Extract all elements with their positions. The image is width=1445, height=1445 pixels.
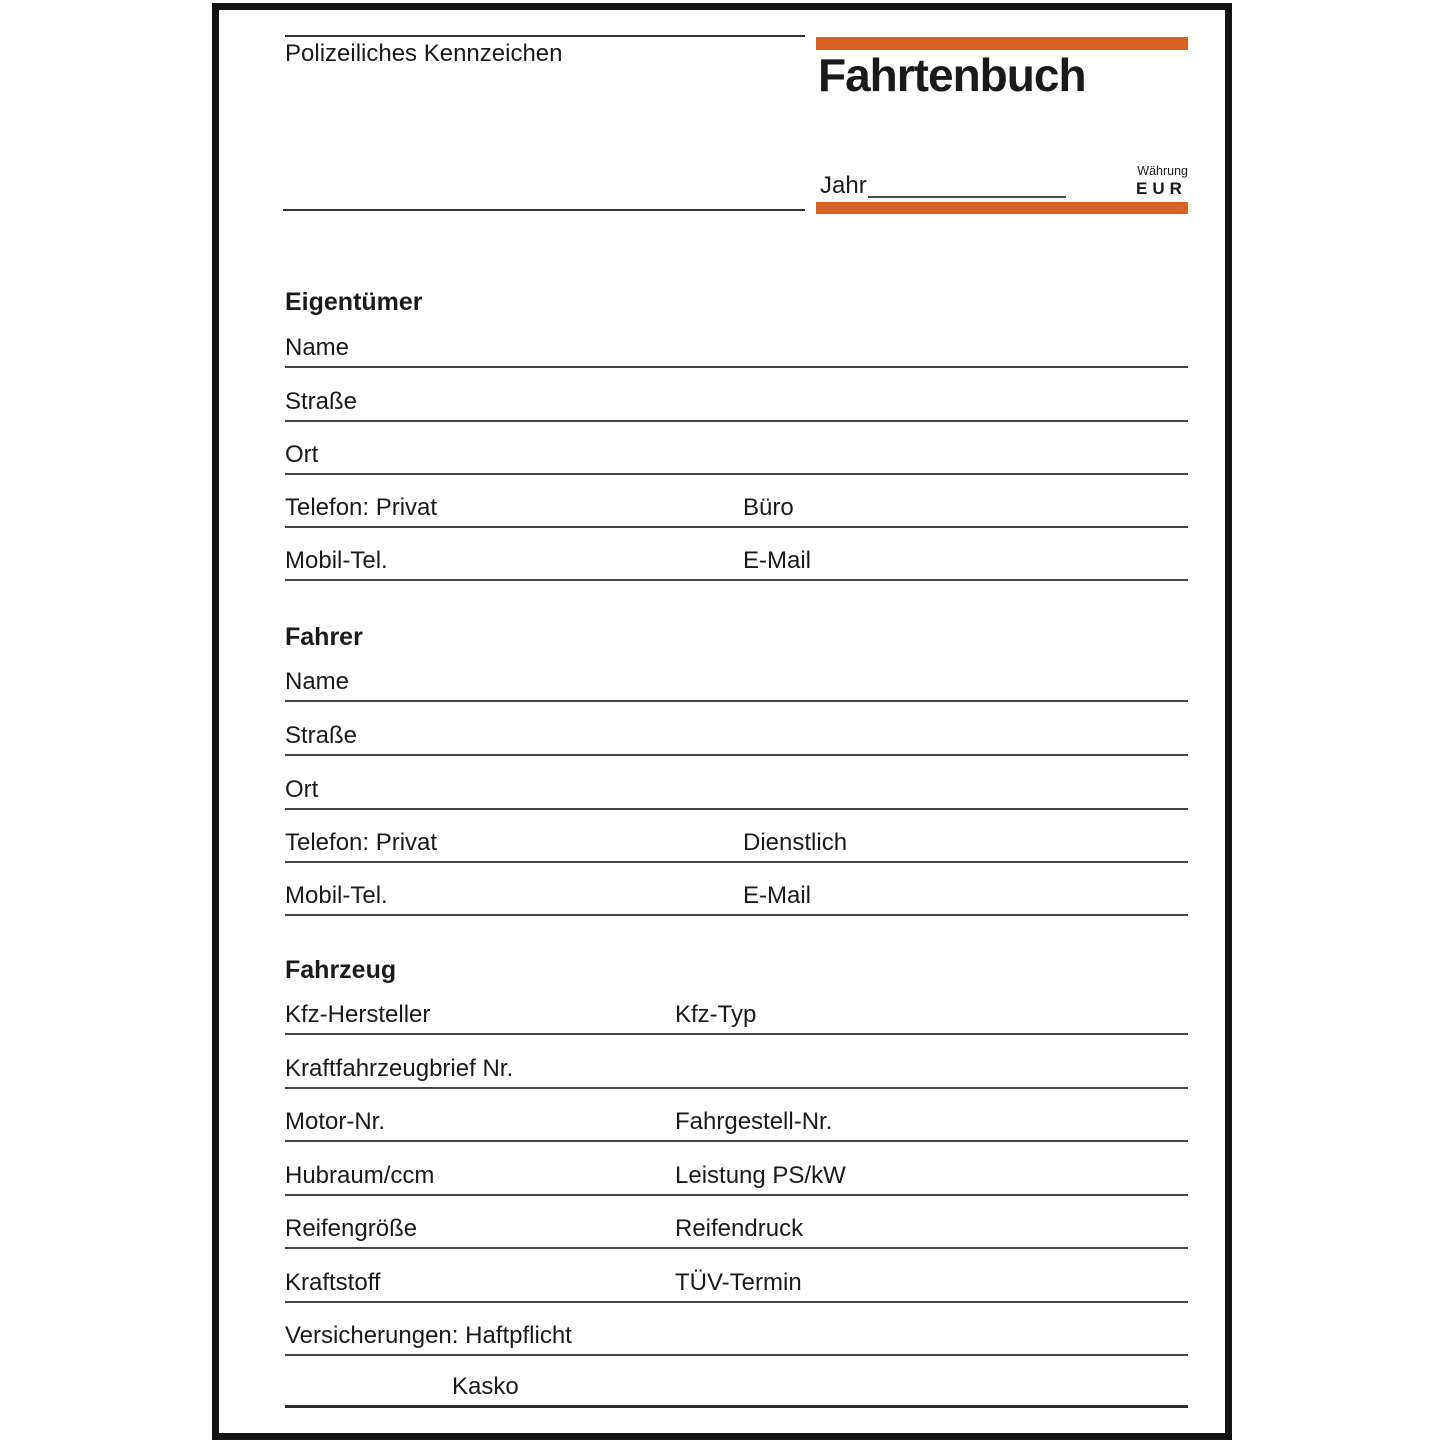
field-vehicle-haftpflicht xyxy=(285,1320,1188,1356)
field-label: Fahrgestell-Nr. xyxy=(675,1108,833,1135)
field-label: Versicherungen: Haftpflicht xyxy=(285,1322,572,1349)
field-label: Mobil-Tel. xyxy=(285,882,388,909)
section-heading-fahrzeug: Fahrzeug xyxy=(285,956,397,984)
field-owner-strasse xyxy=(285,386,1188,422)
plate-box-bottom-line xyxy=(283,209,805,211)
field-label: Büro xyxy=(743,494,794,521)
field-driver-telefon xyxy=(285,827,1188,863)
field-label: Kfz-Typ xyxy=(675,1001,757,1028)
accent-bar-bottom xyxy=(816,202,1188,214)
field-vehicle-hubraum xyxy=(285,1160,1188,1196)
field-owner-ort xyxy=(285,439,1188,475)
field-label: TÜV-Termin xyxy=(675,1269,802,1296)
field-label: Name xyxy=(285,334,350,361)
field-driver-ort xyxy=(285,774,1188,810)
field-label: Kraftstoff xyxy=(285,1269,381,1296)
field-owner-name xyxy=(285,332,1188,368)
field-label: Telefon: Privat xyxy=(285,829,438,856)
field-driver-strasse xyxy=(285,720,1188,756)
field-label: Straße xyxy=(285,722,358,749)
field-driver-name xyxy=(285,666,1188,702)
field-owner-telefon xyxy=(285,492,1188,528)
currency-label: Währung xyxy=(1137,164,1188,178)
field-label: Straße xyxy=(285,388,358,415)
field-label: Telefon: Privat xyxy=(285,494,438,521)
year-label: Jahr xyxy=(820,172,867,199)
field-label: Dienstlich xyxy=(743,829,848,856)
field-label: Mobil-Tel. xyxy=(285,547,388,574)
plate-label: Polizeiliches Kennzeichen xyxy=(285,40,563,67)
field-label: E-Mail xyxy=(743,547,812,574)
field-owner-mobil xyxy=(285,545,1188,581)
field-vehicle-kraftstoff xyxy=(285,1267,1188,1303)
field-vehicle-reifengroesse xyxy=(285,1213,1188,1249)
field-label: Hubraum/ccm xyxy=(285,1162,435,1189)
field-label: Reifengröße xyxy=(285,1215,418,1242)
field-label: Ort xyxy=(285,776,319,803)
plate-box-top-line xyxy=(285,35,805,37)
currency-value: EUR xyxy=(1136,179,1187,198)
field-vehicle-hersteller xyxy=(285,999,1188,1035)
section-heading-fahrer: Fahrer xyxy=(285,623,363,651)
field-label: Leistung PS/kW xyxy=(675,1162,846,1189)
field-label: Name xyxy=(285,668,350,695)
field-label: Kraftfahrzeugbrief Nr. xyxy=(285,1055,514,1082)
section-heading-eigentuemer: Eigentümer xyxy=(285,288,423,316)
field-label: E-Mail xyxy=(743,882,812,909)
field-label: Reifendruck xyxy=(675,1215,804,1242)
form-title: Fahrtenbuch xyxy=(818,49,1086,101)
field-label: Ort xyxy=(285,441,319,468)
field-label: Motor-Nr. xyxy=(285,1108,386,1135)
field-vehicle-kasko xyxy=(285,1372,1188,1408)
field-label: Kfz-Hersteller xyxy=(285,1001,431,1028)
field-driver-mobil xyxy=(285,880,1188,916)
field-vehicle-brief-nr xyxy=(285,1053,1188,1089)
field-vehicle-motor-nr xyxy=(285,1106,1188,1142)
field-label: Kasko xyxy=(452,1373,519,1400)
year-entry-line xyxy=(868,196,1066,198)
